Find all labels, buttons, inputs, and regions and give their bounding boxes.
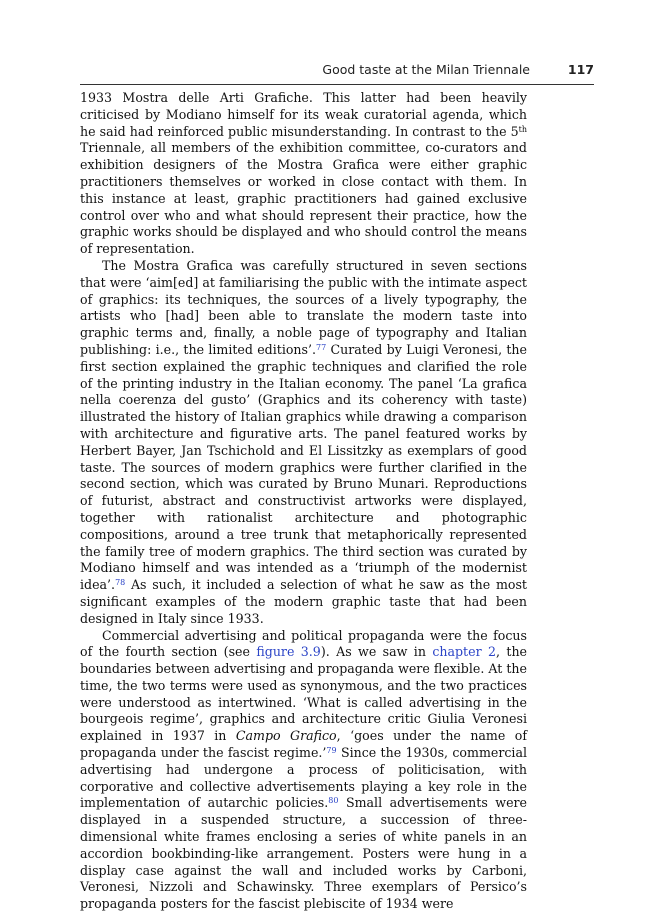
p2-text-3: As such, it included a selection of what he saw as the most significant examples of the modern graphic taste that had been designed in Italy since 1933. bbox=[80, 577, 527, 626]
body-text bbox=[80, 90, 527, 913]
p1-text-1: 1933 Mostra delle Arti Grafiche. This latter had been heavily criticised by Modiano himself for its weak curatorial agenda, which he said had reinforced public misunderstanding. In contrast to the 5 bbox=[80, 90, 527, 139]
p2-text-1: The Mostra Grafica was carefully structured in seven sections that were ‘aim[ed] at familiarising the public with the intimate aspect of graphics: its techniques, the sources of a lively typography, the artists who [had] been able to translate the modern taste into graphic terms and, finally, a noble page of typography and Italian publishing: i.e., the limited editions’. bbox=[80, 257, 527, 357]
p3-text-1: Commercial advertising and political propaganda were the focus of the fourth section (see bbox=[80, 627, 527, 660]
paragraph-2 bbox=[80, 258, 527, 628]
header-rule bbox=[80, 84, 594, 85]
p3-text-5: Since the 1930s, commercial advertising had undergone a process of politicisation, with corporative and collective advertisements playing a key role in the implementation of autarchic policies. bbox=[80, 745, 527, 811]
page-number: 117 bbox=[567, 62, 594, 77]
p3-text-4: , ‘goes under the name of propaganda under the fascist regime.’ bbox=[80, 728, 528, 761]
chapter-link[interactable]: chapter 2 bbox=[432, 644, 496, 660]
p3-text-6: Small advertisements were displayed in a suspended structure, a succession of three-dimensional white frames enclosing a series of white panels in an accordion bookbinding-like arrangement. Posters were hung in a display case against the wall and included works by Carboni, Veronesi, Nizzoli and Schawinsky. Three exemplars of Persico’s propaganda posters for the fascist plebiscite of 1934 were bbox=[80, 795, 528, 912]
running-head bbox=[80, 62, 594, 82]
p3-text-2: ). As we saw in bbox=[320, 644, 433, 660]
p2-text-2: Curated by Luigi Veronesi, the first section explained the graphic techniques and clarified the role of the printing industry in the Italian economy. The panel ‘La grafica nella coerenza del gusto’ (Graphics and its coherency with taste) illustrated the history of Italian graphics while drawing a comparison with architecture and figurative arts. The panel featured works by Herbert Bayer, Jan Tschichold and El Lissitzky as exemplars of good taste. The sources of modern graphics were further clarified in the second section, which was curated by Bruno Munari. Reproductions of futurist, abstract and constructivist artworks were displayed, together with rationalist architecture and photographic compositions, around a tree trunk that metaphorically represented the family tree of modern graphics. The third section was curated by Modiano himself and was intended as a ‘triumph of the modernist idea’. bbox=[80, 341, 527, 593]
p3-text-3: , the boundaries between advertising and propaganda were flexible. At the time, the two terms were used as synonymous, and the two practices were understood as intertwined. ‘What is called advertising in the bourgeois regime’, graphics and architecture critic Giulia Veronesi explained in 1937 in bbox=[80, 644, 528, 744]
figure-link[interactable]: figure 3.9 bbox=[256, 644, 321, 660]
note-ref-78[interactable]: 78 bbox=[115, 578, 126, 588]
note-ref-80[interactable]: 80 bbox=[328, 796, 339, 806]
p1-text-2: Triennale, all members of the exhibition committee, co-curators and exhibition designers of the Mostra Grafica were either graphic practitioners themselves or worked in close contact with them. In this instance at least, graphic practitioners had gained exclusive control over who and what should represent their practice, how the graphic works should be displayed and who should control the means of representation. bbox=[80, 140, 527, 257]
journal-title: Campo Grafico bbox=[235, 728, 337, 744]
superscript-th: th bbox=[518, 124, 527, 134]
paragraph-3 bbox=[80, 628, 527, 914]
note-ref-79[interactable]: 79 bbox=[326, 746, 337, 756]
running-head-title: Good taste at the Milan Triennale bbox=[322, 62, 530, 77]
note-ref-77[interactable]: 77 bbox=[316, 342, 327, 352]
paragraph-1 bbox=[80, 90, 527, 258]
